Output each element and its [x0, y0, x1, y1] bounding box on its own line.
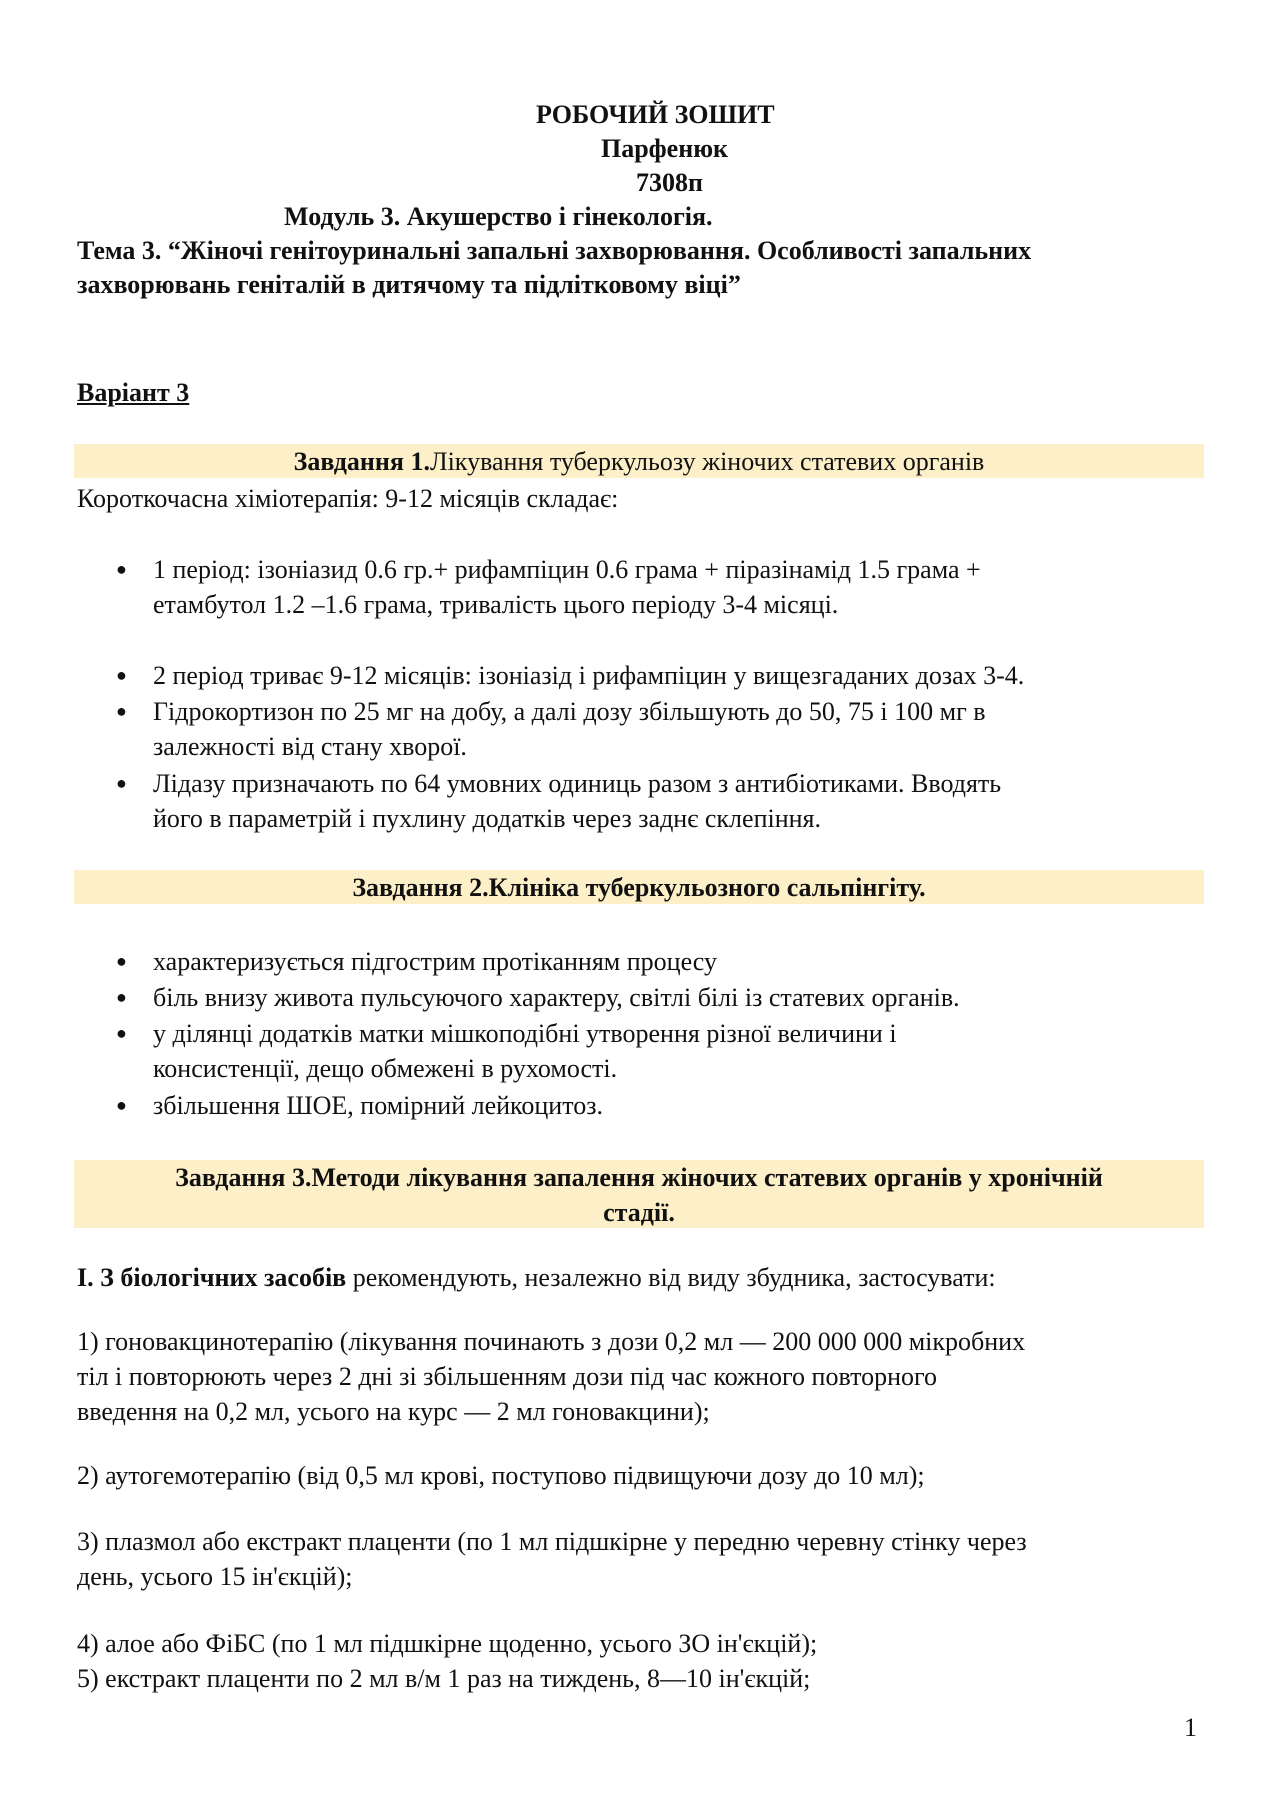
task3-heading-band	[74, 1160, 1204, 1228]
author-name: Парфенюк	[601, 134, 729, 163]
task2-heading-band	[74, 870, 1204, 904]
module-line: Модуль 3. Акушерство і гінекологія.	[284, 202, 713, 231]
topic-line-1: Тема 3. “Жіночі генітоуринальні запальні захворювання. Особливості запальних	[77, 236, 1032, 265]
bullet-icon: ●	[116, 1023, 127, 1043]
task3-item-2: 2) аутогемотерапію (від 0,5 мл крові, поступово підвищуючи дозу до 10 мл);	[77, 1461, 925, 1490]
task3-item-4: 4) алое або ФіБС (по 1 мл підшкірне щоденно, усього ЗО ін'єкцій);	[77, 1629, 818, 1658]
task1-bullet-4-line-1: Лідазу призначають по 64 умовних одиниць разом з антибіотиками. Вводять	[153, 769, 1002, 798]
task1-heading-bold: Завдання 1.	[293, 447, 430, 476]
task2-bullet-3-line-2: консистенції, дещо обмежені в рухомості.	[153, 1054, 618, 1083]
task3-item-5: 5) екстракт плаценти по 2 мл в/м 1 раз на тиждень, 8—10 ін'єкцій;	[77, 1664, 811, 1693]
task1-intro: Короткочасна хіміотерапія: 9-12 місяців складає:	[77, 484, 619, 513]
task1-bullet-3-line-1: Гідрокортизон по 25 мг на добу, а далі дозу збільшують до 50, 75 і 100 мг в	[153, 697, 986, 726]
task3-heading-line-1: Завдання 3.Методи лікування запалення жіночих статевих органів у хронічній	[175, 1163, 1103, 1192]
task3-heading-line-2: стадії.	[603, 1198, 675, 1227]
task2-bullet-3-line-1: у ділянці додатків матки мішкоподібні утворення різної величини і	[153, 1019, 897, 1048]
bullet-icon: ●	[116, 701, 127, 721]
task3-intro	[77, 1260, 996, 1295]
task3-item-3-line-1: 3) плазмол або екстракт плаценти (по 1 мл підшкірне у передню черевну стінку через	[77, 1527, 1027, 1556]
task1-heading-band	[74, 444, 1204, 478]
task3-item-1-line-1: 1) гоновакцинотерапію (лікування починають з дози 0,2 мл — 200 000 000 мікробних	[77, 1327, 1026, 1356]
task1-bullet-2-line-1: 2 період триває 9-12 місяців: ізоніазід і рифампіцин у вищезгаданих дозах 3-4.	[153, 661, 1025, 690]
bullet-icon: ●	[116, 987, 127, 1007]
bullet-icon: ●	[116, 559, 127, 579]
task2-bullet-2: біль внизу живота пульсуючого характеру, світлі білі із статевих органів.	[153, 983, 960, 1012]
task1-bullet-1-line-1: 1 період: ізоніазид 0.6 гр.+ рифампіцин 0.6 грама + піразінамід 1.5 грама +	[153, 555, 981, 584]
task1-heading-rest: Лікування туберкульозу жіночих статевих органів	[429, 447, 985, 476]
task2-bullet-1: характеризується підгострим протіканням процесу	[153, 947, 717, 976]
topic-line-2: захворювань геніталій в дитячому та підлітковому віці”	[77, 270, 741, 299]
doc-title: РОБОЧИЙ ЗОШИТ	[536, 100, 775, 129]
bullet-icon: ●	[116, 1095, 127, 1115]
task3-item-1-line-2: тіл і повторюють через 2 дні зі збільшенням дози під час кожного повторного	[77, 1362, 938, 1391]
task3-intro-bold: І. З біологічних засобів	[77, 1263, 347, 1292]
task3-item-1-line-3: введення на 0,2 мл, усього на курс — 2 мл гоновакцини);	[77, 1397, 710, 1426]
task1-heading	[74, 444, 1204, 479]
task1-bullet-3-line-2: залежності від стану хворої.	[153, 732, 467, 761]
variant-label: Варіант 3	[77, 378, 190, 407]
page-number: 1	[1184, 1713, 1197, 1742]
task2-bullet-4: збільшення ШОЕ, помірний лейкоцитоз.	[153, 1091, 603, 1120]
task3-item-3-line-2: день, усього 15 ін'єкцій);	[77, 1562, 353, 1591]
task3-intro-rest: рекомендують, незалежно від виду збудника, застосувати:	[346, 1263, 996, 1292]
bullet-icon: ●	[116, 665, 127, 685]
bullet-icon: ●	[116, 951, 127, 971]
task1-bullet-1-line-2: етамбутол 1.2 –1.6 грама, тривалість цього періоду 3-4 місяці.	[153, 590, 839, 619]
group-number: 7308п	[636, 168, 703, 197]
task2-heading: Завдання 2.Клініка туберкульозного сальпінгіту.	[352, 873, 926, 902]
task1-bullet-4-line-2: його в параметрій і пухлину додатків через заднє склепіння.	[153, 804, 821, 833]
bullet-icon: ●	[116, 773, 127, 793]
